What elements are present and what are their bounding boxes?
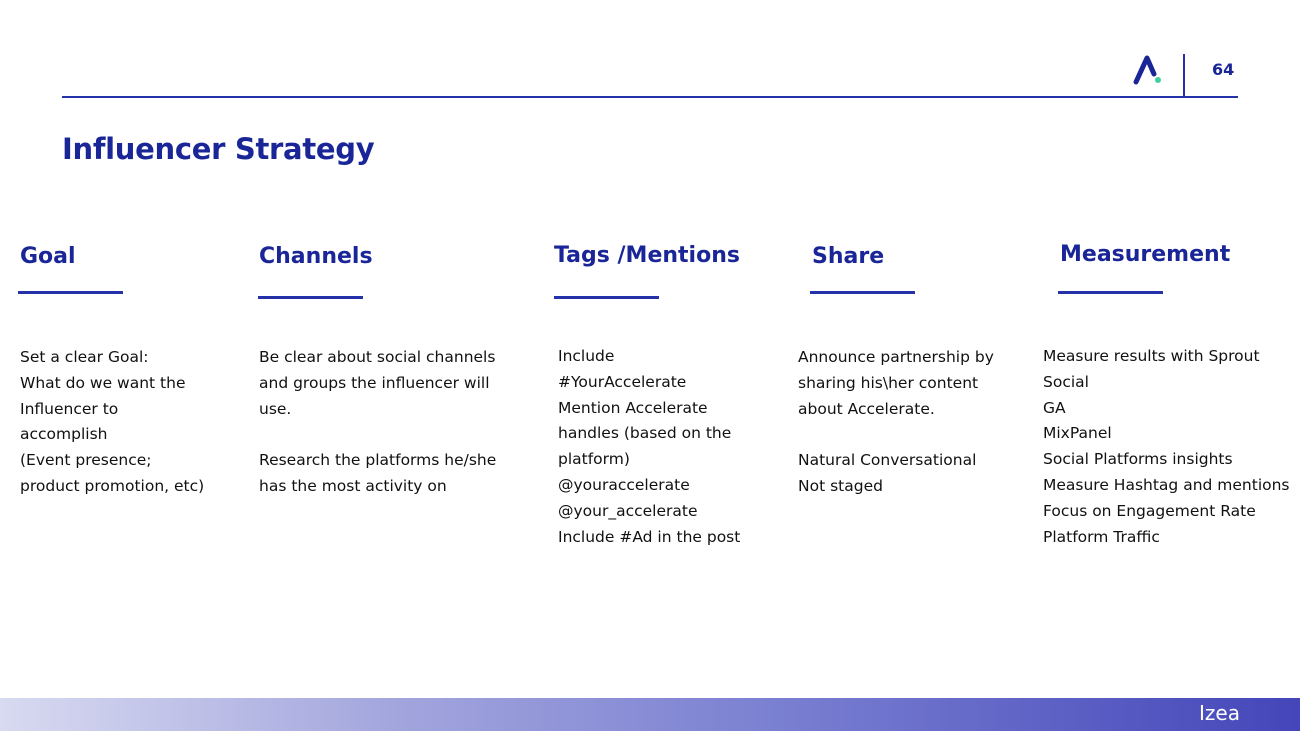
column-body-tags-mentions	[558, 344, 740, 550]
accelerate-logo-icon	[1132, 54, 1166, 86]
header-divider	[62, 96, 1238, 98]
column-heading-measurement: Measurement	[1060, 242, 1231, 267]
body-line: has the most activity on	[259, 476, 447, 495]
body-line: What do we want the	[20, 373, 186, 392]
body-line: Social	[1043, 372, 1089, 391]
body-line: Include	[558, 347, 615, 365]
column-body-measurement	[1043, 344, 1290, 550]
body-line: use.	[259, 399, 292, 418]
column-body-share	[798, 345, 994, 500]
body-line: and groups the influencer will	[259, 373, 490, 392]
body-line	[798, 422, 994, 448]
body-line: accomplish	[20, 425, 108, 444]
column-body-goal	[20, 345, 204, 500]
body-line: Influencer to	[20, 399, 119, 418]
body-line: MixPanel	[1043, 424, 1112, 443]
body-line: Focus on Engagement Rate	[1043, 501, 1256, 520]
column-underline-measurement	[1058, 291, 1163, 294]
column-heading-share: Share	[812, 244, 885, 269]
column-underline-share	[810, 291, 915, 294]
body-line: handles (based on the	[558, 424, 732, 443]
footer-text: Izea	[1199, 701, 1240, 725]
body-line: #YourAccelerate	[558, 372, 687, 391]
column-underline-goal	[18, 291, 123, 294]
body-line	[259, 422, 496, 448]
footer-gradient-bar	[0, 698, 1300, 731]
body-line: Mention Accelerate	[558, 398, 708, 417]
column-heading-channels: Channels	[259, 244, 373, 269]
body-line: Include #Ad in the post	[558, 527, 741, 546]
column-body-channels	[259, 345, 496, 500]
body-line: Announce partnership by	[798, 348, 994, 366]
body-line: Social Platforms insights	[1043, 450, 1233, 469]
body-line: Set a clear Goal:	[20, 348, 149, 366]
body-line: Be clear about social channels	[259, 348, 496, 366]
slide-title: Influencer Strategy	[62, 132, 375, 166]
body-line: GA	[1043, 398, 1066, 417]
body-line: Platform Traffic	[1043, 527, 1160, 546]
column-underline-channels	[258, 296, 363, 299]
body-line: Not staged	[798, 476, 883, 495]
body-line: about Accelerate.	[798, 399, 935, 418]
column-heading-tags-mentions: Tags /Mentions	[554, 243, 740, 268]
logo-divider	[1183, 54, 1185, 97]
page-number: 64	[1212, 60, 1235, 79]
body-line: @your_accelerate	[558, 501, 698, 520]
body-line: Measure Hashtag and mentions	[1043, 475, 1290, 494]
body-line: Natural Conversational	[798, 451, 977, 470]
body-line: platform)	[558, 450, 630, 469]
body-line: Research the platforms he/she	[259, 451, 497, 470]
column-heading-goal: Goal	[20, 244, 76, 269]
body-line: (Event presence;	[20, 451, 152, 470]
column-underline-tags-mentions	[554, 296, 659, 299]
body-line: Measure results with Sprout	[1043, 347, 1260, 365]
body-line: @youraccelerate	[558, 475, 690, 494]
body-line: product promotion, etc)	[20, 476, 205, 495]
body-line: sharing his\her content	[798, 373, 979, 392]
